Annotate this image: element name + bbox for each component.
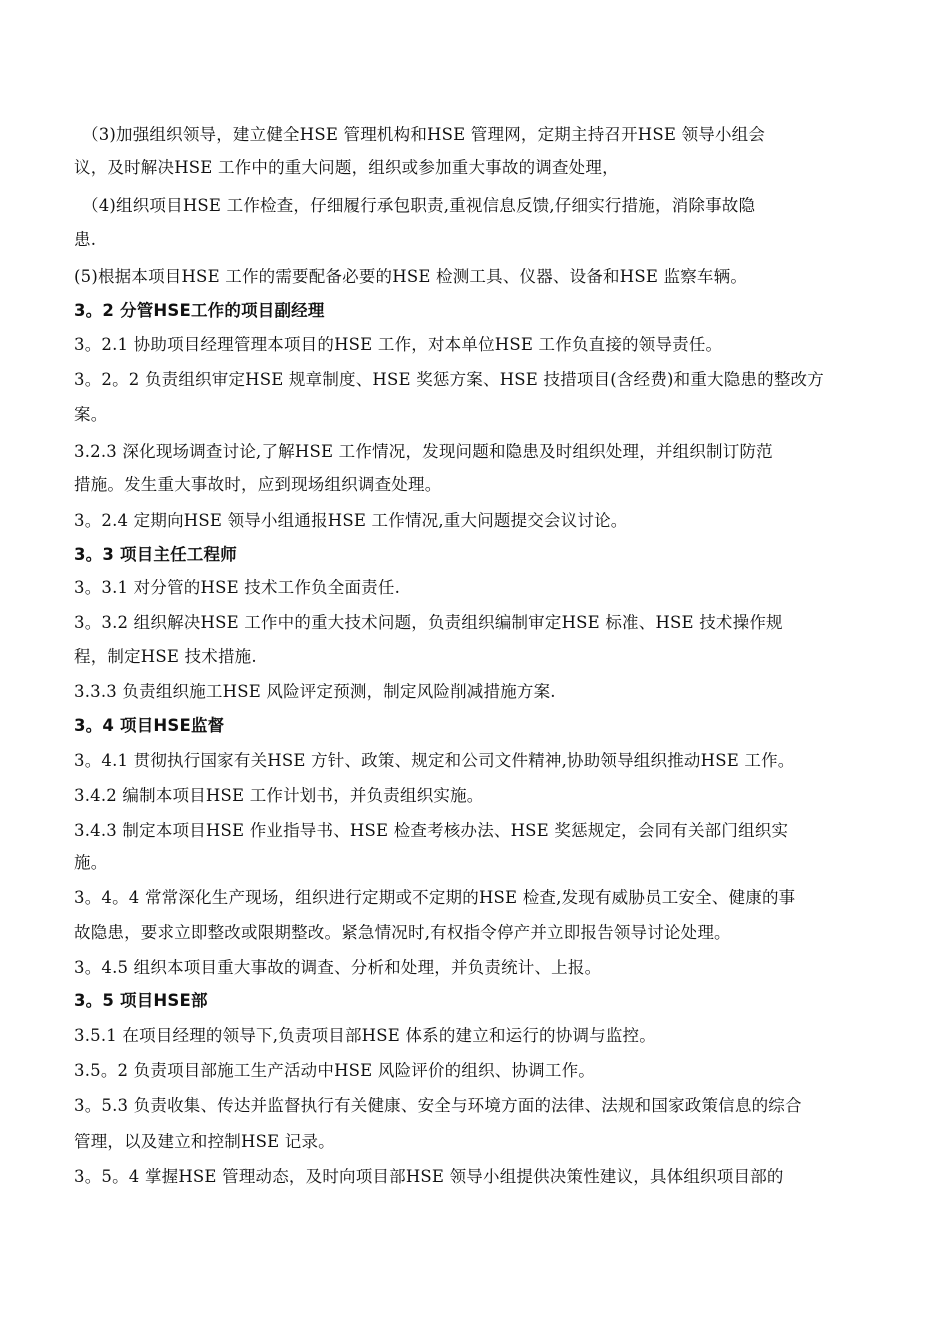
body-text-line: 3.4.2 编制本项目HSE 工作计划书，并负责组织实施。 (74, 786, 484, 805)
body-text-line: 议，及时解决HSE 工作中的重大问题，组织或参加重大事故的调查处理， (74, 158, 619, 177)
body-text-line: 3。2。2 负责组织审定HSE 规章制度、HSE 奖惩方案、HSE 技措项目(含经费)和重大隐患的整改方 (74, 370, 824, 389)
body-text-line: 3。3.1 对分管的HSE 技术工作负全面责任. (74, 578, 401, 597)
body-text-line: 施。 (74, 853, 108, 872)
section-heading: 3。4 项目HSE监督 (74, 716, 225, 735)
body-text-line: (5)根据本项目HSE 工作的需要配备必要的HSE 检测工具、仪器、设备和HSE 监察车辆。 (74, 267, 748, 286)
body-text-line: 故隐患，要求立即整改或限期整改。紧急情况时,有权指令停产并立即报告领导讨论处理。 (74, 923, 731, 942)
body-text-line: （3)加强组织领导，建立健全HSE 管理机构和HSE 管理网，定期主持召开HSE 领导小组会 (82, 125, 766, 144)
body-text-line: 3。4.1 贯彻执行国家有关HSE 方针、政策、规定和公司文件精神,协助领导组织推动HSE 工作。 (74, 751, 795, 770)
section-heading: 3。2 分管HSE工作的项目副经理 (74, 301, 325, 320)
body-text-line: 措施。发生重大事故时，应到现场组织调查处理。 (74, 475, 442, 494)
body-text-line: 3.5.1 在项目经理的领导下,负责项目部HSE 体系的建立和运行的协调与监控。 (74, 1026, 656, 1045)
body-text-line: 3。5.3 负责收集、传达并监督执行有关健康、安全与环境方面的法律、法规和国家政策信息的综合 (74, 1096, 802, 1115)
section-heading: 3。5 项目HSE部 (74, 991, 208, 1010)
body-text-line: 管理，以及建立和控制HSE 记录。 (74, 1132, 335, 1151)
body-text-line: （4)组织项目HSE 工作检查，仔细履行承包职责,重视信息反馈,仔细实行措施，消除事故隐 (82, 196, 756, 215)
body-text-line: 程，制定HSE 技术措施. (74, 647, 257, 666)
body-text-line: 3。2.1 协助项目经理管理本项目的HSE 工作，对本单位HSE 工作负直接的领导责任。 (74, 335, 723, 354)
body-text-line: 3。2.4 定期向HSE 领导小组通报HSE 工作情况,重大问题提交会议讨论。 (74, 511, 628, 530)
body-text-line: 3.5。2 负责项目部施工生产活动中HSE 风险评价的组织、协调工作。 (74, 1061, 595, 1080)
body-text-line: 3。5。4 掌握HSE 管理动态，及时向项目部HSE 领导小组提供决策性建议，具体组织项目部的 (74, 1167, 784, 1186)
body-text-line: 患. (74, 230, 97, 249)
body-text-line: 3.2.3 深化现场调查讨论,了解HSE 工作情况，发现问题和隐患及时组织处理，并组织制订防范 (74, 442, 773, 461)
body-text-line: 3.3.3 负责组织施工HSE 风险评定预测，制定风险削减措施方案. (74, 682, 556, 701)
body-text-line: 案。 (74, 405, 108, 424)
body-text-line: 3。4。4 常常深化生产现场，组织进行定期或不定期的HSE 检查,发现有威胁员工安全、健康的事 (74, 888, 796, 907)
body-text-line: 3。4.5 组织本项目重大事故的调查、分析和处理，并负责统计、上报。 (74, 958, 602, 977)
section-heading: 3。3 项目主任工程师 (74, 545, 237, 564)
body-text-line: 3.4.3 制定本项目HSE 作业指导书、HSE 检查考核办法、HSE 奖惩规定，会同有关部门组织实 (74, 821, 789, 840)
body-text-line: 3。3.2 组织解决HSE 工作中的重大技术问题，负责组织编制审定HSE 标准、HSE 技术操作规 (74, 613, 783, 632)
